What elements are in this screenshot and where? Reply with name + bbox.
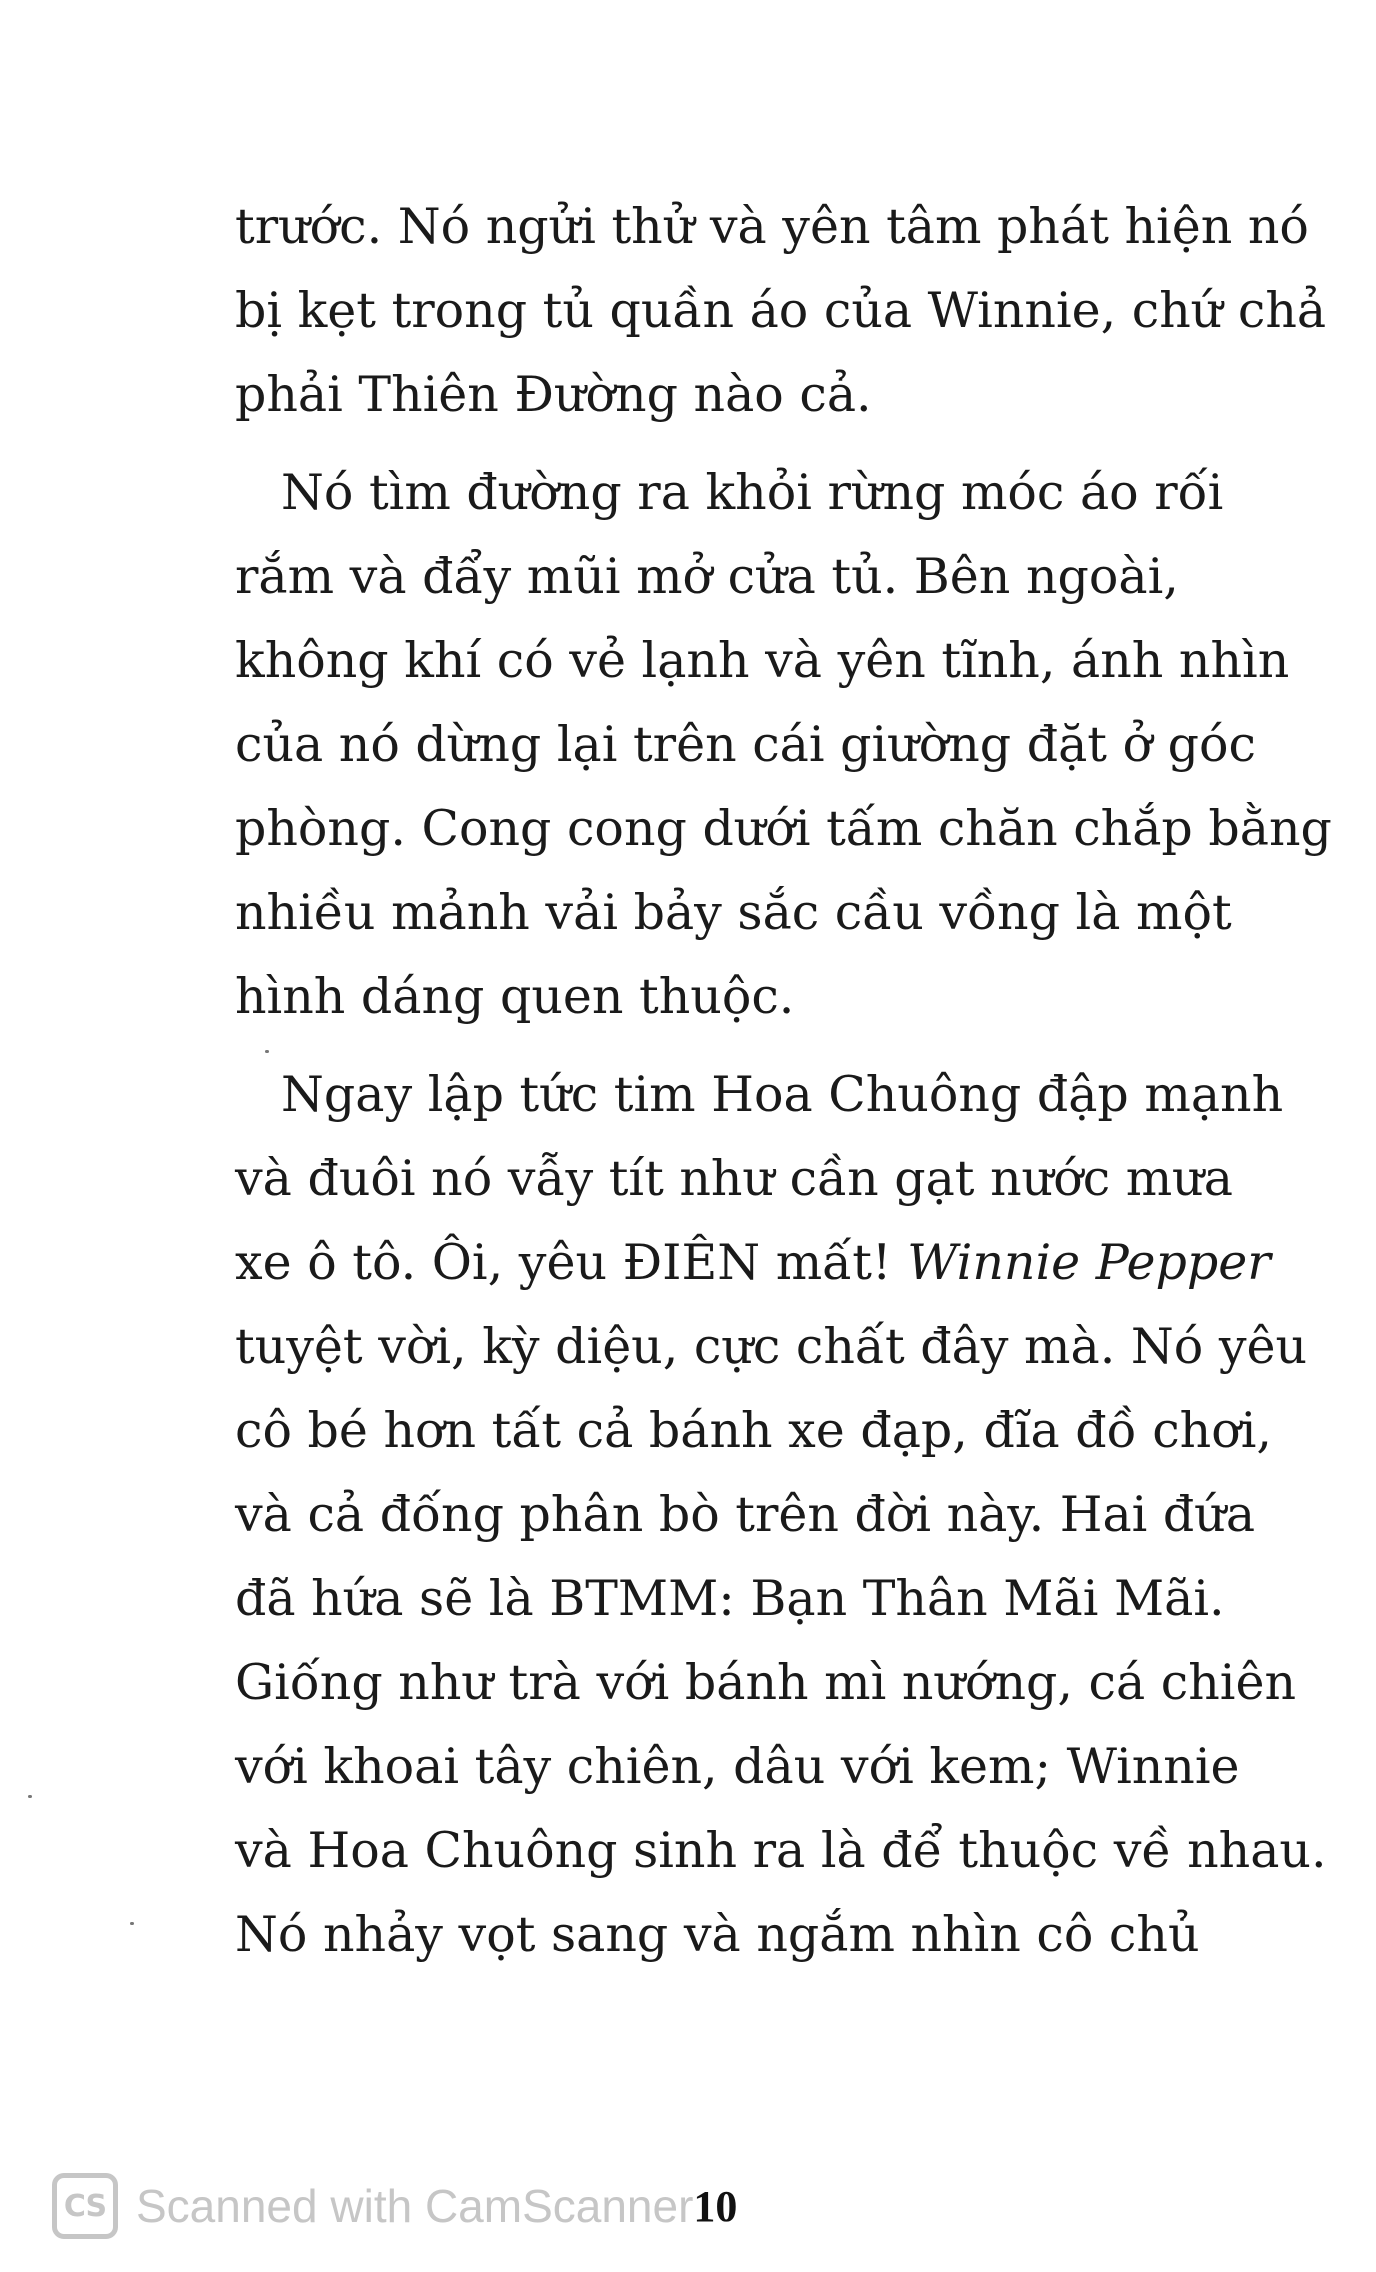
scanner-text: Scanned with CamScanner	[136, 2180, 694, 2232]
text-line: trước. Nó ngửi thử và yên tâm phát hiện nó	[235, 198, 1309, 255]
text-line: phải Thiên Đường nào cả.	[235, 366, 872, 423]
text-line: nhiều mảnh vải bảy sắc cầu vồng là một	[235, 884, 1232, 941]
camscanner-logo-icon: CS	[52, 2173, 118, 2239]
scan-speck	[130, 1922, 134, 1925]
paragraph	[235, 1053, 1327, 1977]
text-line: không khí có vẻ lạnh và yên tĩnh, ánh nhìn	[235, 632, 1290, 689]
text-line: phòng. Cong cong dưới tấm chăn chắp bằng	[235, 800, 1332, 857]
text-line: của nó dừng lại trên cái giường đặt ở góc	[235, 716, 1256, 773]
text-line: Nó nhảy vọt sang và ngắm nhìn cô chủ	[235, 1906, 1200, 1963]
text-line: đã hứa sẽ là BTMM: Bạn Thân Mãi Mãi.	[235, 1570, 1225, 1627]
paragraph	[235, 451, 1332, 1039]
page-number: 10	[693, 2181, 738, 2231]
text-line: và Hoa Chuông sinh ra là để thuộc về nhau.	[235, 1822, 1327, 1879]
text-line: cô bé hơn tất cả bánh xe đạp, đĩa đồ chơi,	[235, 1402, 1272, 1459]
scan-speck	[28, 1795, 32, 1798]
body-text	[235, 185, 1332, 1977]
text-line: rắm và đẩy mũi mở cửa tủ. Bên ngoài,	[235, 548, 1179, 605]
text-line: bị kẹt trong tủ quần áo của Winnie, chứ chả	[235, 282, 1327, 339]
text-line: hình dáng quen thuộc.	[235, 968, 795, 1025]
text-line: Nó tìm đường ra khỏi rừng móc áo rối	[281, 464, 1224, 521]
text-line: Giống như trà với bánh mì nướng, cá chiên	[235, 1654, 1297, 1711]
paragraph	[235, 185, 1327, 437]
text-line: và đuôi nó vẫy tít như cần gạt nước mưa	[235, 1150, 1233, 1207]
text-line: với khoai tây chiên, dâu với kem; Winnie	[235, 1738, 1240, 1795]
text-line	[235, 1221, 1271, 1305]
scan-speck	[265, 1050, 269, 1053]
scanner-watermark	[52, 2166, 737, 2246]
text-line: Ngay lập tức tim Hoa Chuông đập mạnh	[281, 1066, 1284, 1123]
text-fragment: xe ô tô. Ôi, yêu ĐIÊN mất!	[235, 1234, 908, 1291]
text-line: tuyệt vời, kỳ diệu, cực chất đây mà. Nó yêu	[235, 1318, 1308, 1375]
italic-name: Winnie Pepper	[907, 1234, 1271, 1291]
text-line: và cả đống phân bò trên đời này. Hai đứa	[235, 1486, 1256, 1543]
